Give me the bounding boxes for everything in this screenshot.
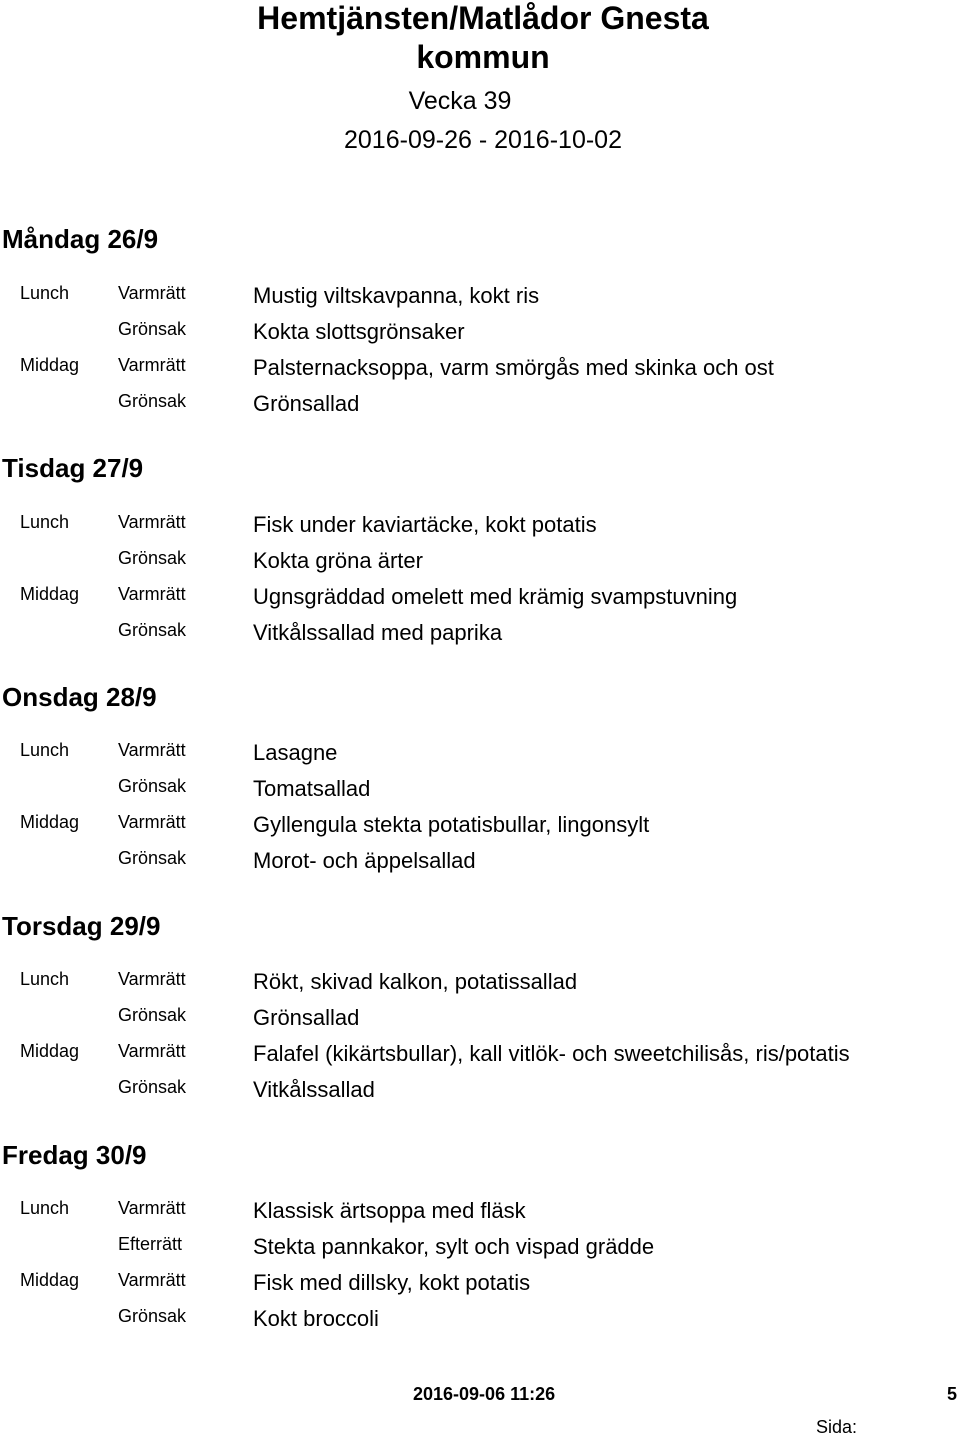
category-label: Grönsak <box>118 848 187 868</box>
day-section <box>0 1140 960 1360</box>
dish-text: Tomatsallad <box>253 776 371 801</box>
document-title-line-1: Hemtjänsten/Matlådor Gnesta <box>257 0 709 36</box>
menu-row <box>0 775 960 811</box>
day-section <box>0 224 960 444</box>
day-title: Onsdag 28/9 <box>2 682 157 712</box>
dish-text: Kokta slottsgrönsaker <box>253 319 465 344</box>
category-label: Grönsak <box>118 548 187 568</box>
meal-label: Lunch <box>20 969 70 989</box>
menu-row <box>0 1004 960 1040</box>
category-label: Varmrätt <box>118 1198 186 1218</box>
meal-label: Middag <box>20 355 80 375</box>
dish-text: Kokta gröna ärter <box>253 548 423 573</box>
menu-row <box>0 811 960 847</box>
day-title: Fredag 30/9 <box>2 1140 147 1170</box>
dish-text: Mustig viltskavpanna, kokt ris <box>253 283 540 308</box>
meal-label: Middag <box>20 1041 80 1061</box>
page-number: 5 <box>947 1384 958 1404</box>
category-label: Varmrätt <box>118 1270 186 1290</box>
dish-text: Palsternacksoppa, varm smörgås med skinka och ost <box>253 355 774 380</box>
dish-text: Klassisk ärtsoppa med fläsk <box>253 1198 526 1223</box>
meal-label: Lunch <box>20 283 70 303</box>
dish-text: Kokt broccoli <box>253 1306 379 1331</box>
menu-row <box>0 739 960 775</box>
page-label: Sida: <box>816 1417 858 1437</box>
dish-text: Vitkålssallad <box>253 1077 375 1102</box>
category-label: Varmrätt <box>118 1041 186 1061</box>
day-title: Torsdag 29/9 <box>2 911 161 941</box>
category-label: Varmrätt <box>118 584 186 604</box>
dish-text: Fisk under kaviartäcke, kokt potatis <box>253 512 597 537</box>
category-label: Efterrätt <box>118 1234 183 1254</box>
menu-row <box>0 1040 960 1076</box>
menu-row <box>0 354 960 390</box>
meal-label: Middag <box>20 584 80 604</box>
meal-label: Middag <box>20 1270 80 1290</box>
dish-text: Morot- och äppelsallad <box>253 848 476 873</box>
week-label: Vecka 39 <box>408 87 512 115</box>
menu-row <box>0 318 960 354</box>
menu-row <box>0 1305 960 1341</box>
category-label: Grönsak <box>118 620 187 640</box>
dish-text: Ugnsgräddad omelett med krämig svampstuvning <box>253 584 738 609</box>
menu-row <box>0 619 960 655</box>
day-section <box>0 453 960 673</box>
menu-row <box>0 968 960 1004</box>
category-label: Grönsak <box>118 1306 187 1326</box>
dish-text: Gyllengula stekta potatisbullar, lingonsylt <box>253 812 650 837</box>
dish-text: Rökt, skivad kalkon, potatissallad <box>253 969 578 994</box>
print-timestamp: 2016-09-06 11:26 <box>413 1384 556 1404</box>
document-title-line-2: kommun <box>416 39 550 75</box>
meal-label: Lunch <box>20 512 70 532</box>
dish-text: Fisk med dillsky, kokt potatis <box>253 1270 531 1295</box>
menu-row <box>0 1269 960 1305</box>
menu-row <box>0 847 960 883</box>
dish-text: Grönsallad <box>253 391 360 416</box>
meal-label: Lunch <box>20 740 70 760</box>
dish-text: Grönsallad <box>253 1005 360 1030</box>
day-title: Tisdag 27/9 <box>2 453 144 483</box>
category-label: Varmrätt <box>118 740 186 760</box>
meal-label: Middag <box>20 812 80 832</box>
category-label: Varmrätt <box>118 812 186 832</box>
menu-row <box>0 282 960 318</box>
menu-row <box>0 547 960 583</box>
dish-text: Vitkålssallad med paprika <box>253 620 503 645</box>
category-label: Grönsak <box>118 319 187 339</box>
menu-row <box>0 1233 960 1269</box>
category-label: Grönsak <box>118 1077 187 1097</box>
menu-row <box>0 1076 960 1112</box>
category-label: Grönsak <box>118 391 187 411</box>
category-label: Varmrätt <box>118 283 186 303</box>
menu-row <box>0 1197 960 1233</box>
menu-row <box>0 390 960 426</box>
date-range: 2016-09-26 - 2016-10-02 <box>344 126 622 154</box>
day-section <box>0 682 960 902</box>
category-label: Varmrätt <box>118 355 186 375</box>
category-label: Varmrätt <box>118 512 186 532</box>
menu-row <box>0 511 960 547</box>
category-label: Varmrätt <box>118 969 186 989</box>
dish-text: Stekta pannkakor, sylt och vispad grädde <box>253 1234 655 1259</box>
category-label: Grönsak <box>118 776 187 796</box>
menu-row <box>0 583 960 619</box>
day-section <box>0 911 960 1131</box>
dish-text: Lasagne <box>253 740 338 765</box>
category-label: Grönsak <box>118 1005 187 1025</box>
day-title: Måndag 26/9 <box>2 224 159 254</box>
dish-text: Falafel (kikärtsbullar), kall vitlök- och sweetchilisås, ris/potatis <box>253 1041 850 1066</box>
meal-label: Lunch <box>20 1198 70 1218</box>
